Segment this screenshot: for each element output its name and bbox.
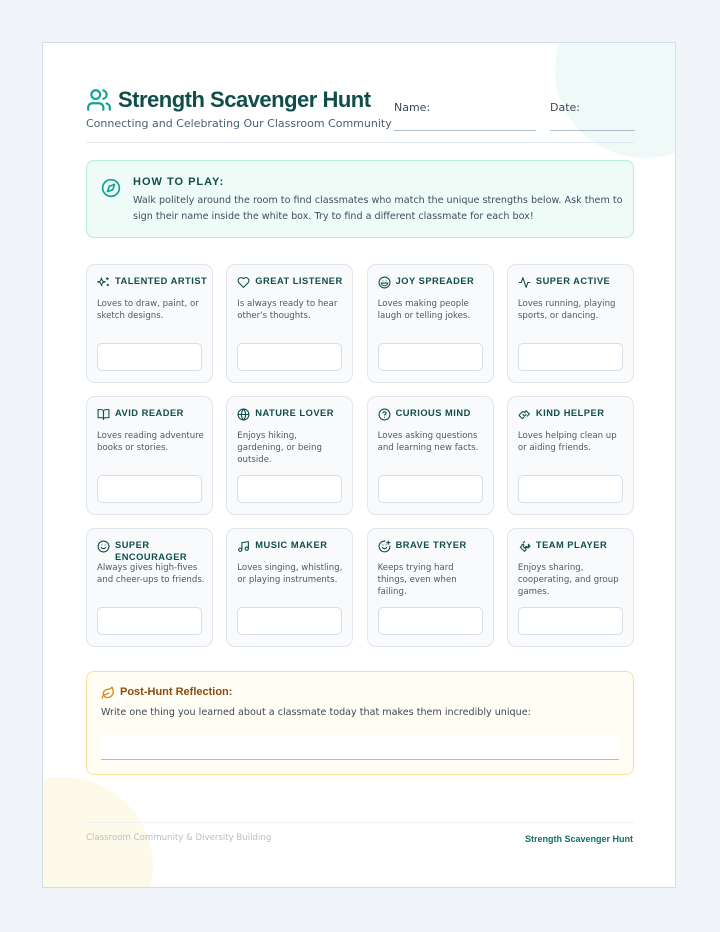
card-title: CURIOUS MIND [395, 408, 471, 418]
strength-card-great-listener [226, 264, 353, 383]
signature-box[interactable] [518, 343, 623, 371]
strength-card-kind-helper [507, 396, 634, 515]
date-field[interactable] [550, 98, 580, 116]
card-title: NATURE LOVER [255, 408, 334, 418]
footer-right-text: Strength Scavenger Hunt [524, 834, 633, 844]
strength-card-curious-mind [367, 396, 494, 515]
handshake-icon [518, 408, 531, 421]
activity-icon [518, 276, 531, 289]
laugh-icon [378, 276, 391, 289]
puzzle-icon [518, 540, 531, 553]
card-description: Loves making people laugh or telling jokes. [377, 299, 471, 321]
signature-box[interactable] [237, 475, 342, 503]
header-divider [86, 142, 634, 143]
card-description: Loves helping clean up or aiding friends. [517, 431, 617, 453]
smile-plus-icon [378, 540, 391, 553]
card-header [518, 539, 630, 553]
card-description: Loves running, playing sports, or dancing. [517, 299, 616, 321]
help-circle-icon [378, 408, 391, 421]
book-icon [97, 408, 110, 421]
worksheet-page [42, 42, 676, 888]
how-to-play-box [86, 160, 634, 238]
strength-card-super-active [507, 264, 634, 383]
card-title: JOY SPREADER [395, 276, 475, 286]
date-label: Date: [550, 101, 580, 114]
how-to-play-title: HOW TO PLAY: [133, 176, 225, 188]
sparkles-icon [97, 276, 110, 289]
reflection-title: Post-Hunt Reflection: [120, 686, 233, 698]
reflection-box [86, 671, 634, 775]
card-description: Keeps trying hard things, even when failing. [377, 563, 457, 597]
card-title: MUSIC MAKER [255, 540, 328, 550]
leaf-icon [101, 686, 115, 700]
strength-card-brave-tryer [367, 528, 494, 647]
card-title: BRAVE TRYER [395, 540, 467, 550]
card-title: SUPER ACTIVE [535, 276, 611, 286]
smile-icon [97, 540, 110, 553]
card-title: GREAT LISTENER [255, 276, 343, 286]
card-header [97, 275, 209, 289]
strength-card-nature-lover [226, 396, 353, 515]
reflection-answer-field[interactable] [101, 734, 619, 760]
how-to-play-text: Walk politely around the room to find classmates who match the unique strengths below. Ask them to sign their name inside the white box. Try to find a different classmate for each box! [133, 195, 623, 222]
card-description: Loves reading adventure books or stories. [97, 431, 204, 453]
users-icon [86, 87, 112, 113]
signature-box[interactable] [518, 475, 623, 503]
card-header [237, 275, 349, 289]
strength-card-joy-spreader [367, 264, 494, 383]
card-description: Enjoys sharing, cooperating, and group games. [517, 563, 619, 597]
signature-box[interactable] [378, 343, 483, 371]
card-description: Loves to draw, paint, or sketch designs. [97, 299, 199, 321]
worksheet-header [86, 85, 636, 143]
page-subtitle: Connecting and Celebrating Our Classroom Community [86, 117, 392, 130]
signature-box[interactable] [97, 607, 202, 635]
card-description: Enjoys hiking, gardening, or being outside. [237, 431, 322, 465]
signature-box[interactable] [237, 607, 342, 635]
card-title: KIND HELPER [535, 408, 605, 418]
card-title: TALENTED ARTIST [115, 276, 208, 286]
card-header [378, 539, 490, 553]
card-header [378, 275, 490, 289]
card-description: Loves asking questions and learning new facts. [377, 431, 479, 453]
footer-left-text: Classroom Community & Diversity Building [86, 833, 272, 843]
signature-box[interactable] [378, 607, 483, 635]
card-header [518, 275, 630, 289]
card-description: Is always ready to hear other's thoughts. [237, 299, 338, 321]
strength-card-grid [86, 264, 634, 647]
strength-card-super-encourager [86, 528, 213, 647]
strength-card-music-maker [226, 528, 353, 647]
title-row [86, 87, 371, 113]
card-description: Loves singing, whistling, or playing instruments. [237, 563, 343, 585]
card-description: Always gives high-fives and cheer-ups to friends. [97, 563, 205, 585]
name-line[interactable] [394, 130, 536, 131]
card-title: TEAM PLAYER [535, 540, 608, 550]
card-title: AVID READER [115, 408, 184, 418]
signature-box[interactable] [378, 475, 483, 503]
reflection-prompt: Write one thing you learned about a classmate today that makes them incredibly unique: [101, 707, 531, 718]
card-title: SUPER ENCOURAGER [115, 540, 188, 562]
card-header [237, 407, 349, 421]
signature-box[interactable] [97, 343, 202, 371]
date-line[interactable] [550, 130, 635, 131]
name-label: Name: [394, 101, 431, 114]
globe-icon [237, 408, 250, 421]
card-header [97, 407, 209, 421]
card-header [97, 539, 209, 563]
name-field[interactable] [394, 98, 430, 116]
strength-card-talented-artist [86, 264, 213, 383]
heart-icon [237, 276, 250, 289]
card-header [518, 407, 630, 421]
strength-card-team-player [507, 528, 634, 647]
strength-card-avid-reader [86, 396, 213, 515]
signature-box[interactable] [97, 475, 202, 503]
signature-box[interactable] [518, 607, 623, 635]
card-header [378, 407, 490, 421]
music-icon [237, 540, 250, 553]
signature-box[interactable] [237, 343, 342, 371]
compass-icon [101, 178, 121, 198]
card-header [237, 539, 349, 553]
footer-divider [86, 822, 634, 823]
page-title: Strength Scavenger Hunt [118, 87, 371, 112]
